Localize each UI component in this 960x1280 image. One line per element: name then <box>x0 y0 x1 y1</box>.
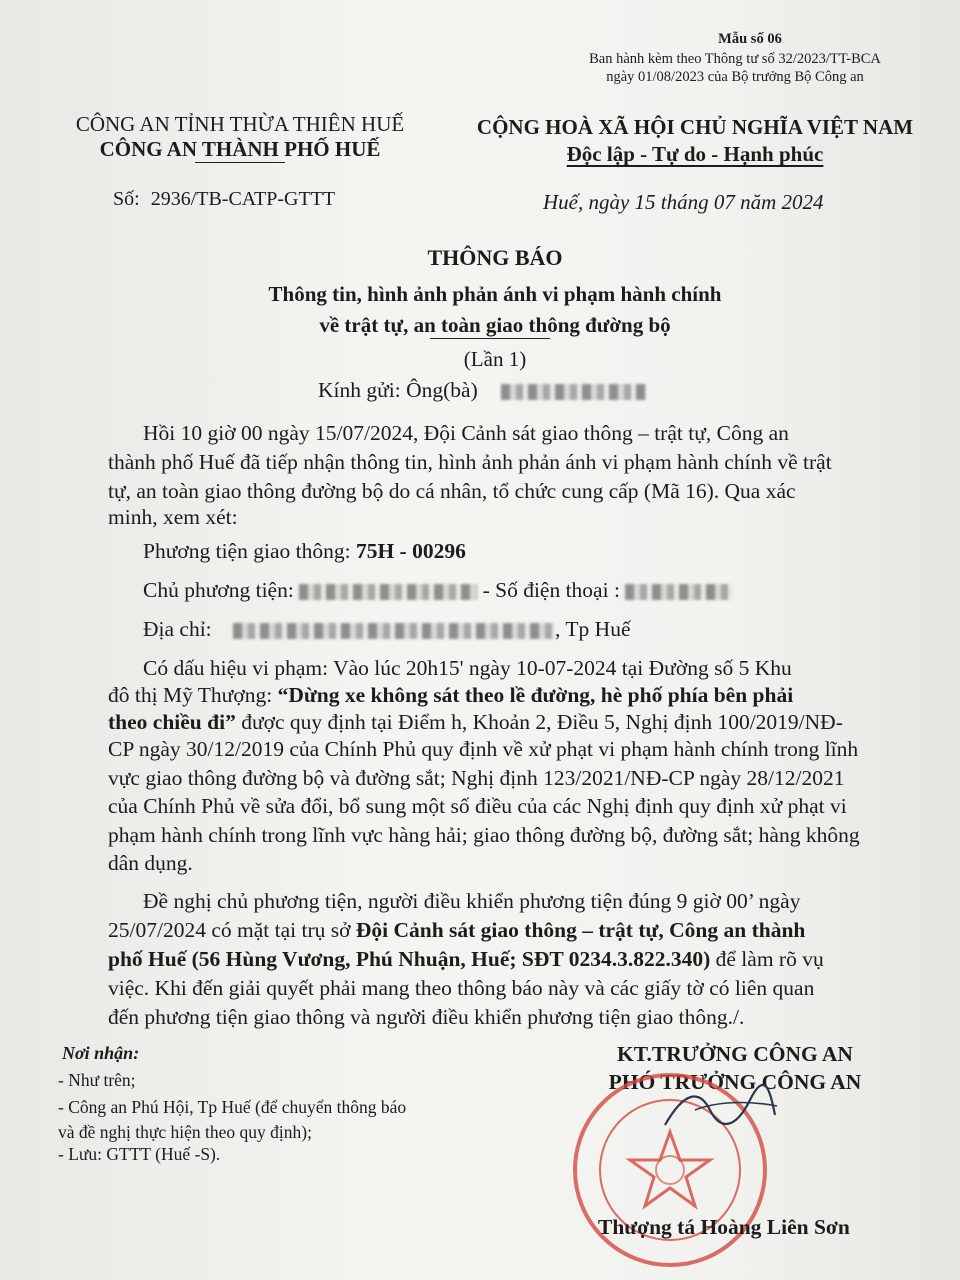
recipient-label: Kính gửi: Ông(bà) <box>318 378 478 402</box>
national-name: CỘNG HOÀ XÃ HỘI CHỦ NGHĨA VIỆT NAM <box>476 115 914 139</box>
redacted-owner-name <box>299 584 477 600</box>
national-motto-text: Độc lập - Tự do - Hạnh phúc <box>566 142 824 166</box>
vehicle-owner-line <box>143 577 733 603</box>
recipient-item-3: và đề nghị thực hiện theo quy định); <box>58 1122 312 1142</box>
vehicle-plate-line <box>143 538 466 564</box>
notice-round: (Lần 1) <box>463 347 527 371</box>
document-title: THÔNG BÁO <box>427 245 563 270</box>
recipient-item-2: - Công an Phú Hội, Tp Huế (để chuyển thông báo <box>58 1097 407 1117</box>
violation-line-2 <box>108 682 793 708</box>
recipient-line <box>318 378 646 403</box>
violation-line-1: Có dấu hiệu vi phạm: Vào lúc 20h15' ngày 10-07-2024 tại Đường số 5 Khu <box>143 656 792 680</box>
intro-line-1: Hồi 10 giờ 00 ngày 15/07/2024, Đội Cảnh sát giao thông – trật tự, Công an <box>143 421 789 445</box>
request-line-1: Đề nghị chủ phương tiện, người điều khiển phương tiện đúng 9 giờ 00’ ngày <box>143 889 801 913</box>
document-subtitle-1: Thông tin, hình ảnh phản ánh vi phạm hành chính <box>268 282 722 306</box>
recipient-item-4: - Lưu: GTTT (Huế -S). <box>58 1144 221 1164</box>
request-line-5: đến phương tiện giao thông và người điều khiển phương tiện giao thông./. <box>108 1005 745 1029</box>
document-number-label: Số: <box>113 188 140 210</box>
request-line-2 <box>108 917 805 943</box>
violation-line-3-rest: được quy định tại Điểm h, Khoản 2, Điều 5, Nghị định 100/2019/NĐ- <box>235 710 843 734</box>
address-city: , Tp Huế <box>555 617 631 641</box>
violation-line-5: vực giao thông đường bộ và đường sắt; Nghị định 123/2021/NĐ-CP ngày 28/12/2021 <box>108 766 845 790</box>
agency-parent: CÔNG AN TỈNH THỪA THIÊN HUẾ <box>75 112 405 136</box>
redacted-address <box>233 623 555 639</box>
violation-line-6: của Chính Phủ về sửa đổi, bổ sung một số điều của các Nghị định quy định xử phạt vi <box>108 794 847 818</box>
document-subtitle-2: về trật tự, an toàn giao thông đường bộ <box>319 313 671 337</box>
phone-label: - Số điện thoại : <box>482 578 620 602</box>
recipient-item-1: - Như trên; <box>58 1070 136 1090</box>
intro-line-3: tự, an toàn giao thông đường bộ do cá nhân, tổ chức cung cấp (Mã 16). Qua xác <box>108 479 796 503</box>
violation-line-8: dân dụng. <box>108 851 193 875</box>
request-line-2-pre: 25/07/2024 có mặt tại trụ sở <box>108 918 356 942</box>
agency-underline <box>195 162 285 163</box>
handwritten-signature <box>655 1080 785 1140</box>
request-line-4: việc. Khi đến giải quyết phải mang theo thông báo này và các giấy tờ có liên quan <box>108 976 815 1000</box>
request-line-3-rest: để làm rõ vụ <box>710 947 824 971</box>
request-office: Đội Cảnh sát giao thông – trật tự, Công an thành <box>355 918 806 942</box>
redacted-recipient-name <box>501 384 646 400</box>
document-number <box>113 188 335 211</box>
address-label: Địa chỉ: <box>143 617 212 641</box>
violation-line-2-pre: đô thị Mỹ Thượng: <box>108 683 278 707</box>
vehicle-address-line <box>143 616 631 642</box>
request-office-address: phố Huế (56 Hùng Vương, Phú Nhuận, Huế; SĐT 0234.3.822.340) <box>108 947 711 971</box>
place-date: Huế, ngày 15 tháng 07 năm 2024 <box>543 190 824 214</box>
violation-description: “Dừng xe không sát theo lề đường, hè phố phía bên phải <box>277 683 794 707</box>
form-issued-date: ngày 01/08/2023 của Bộ trưởng Bộ Công an <box>606 69 864 85</box>
violation-line-4: CP ngày 30/12/2019 của Chính Phủ quy định về xử phạt vi phạm hành chính trong lĩnh <box>108 737 859 761</box>
title-underline <box>430 338 550 339</box>
violation-line-7: phạm hành chính trong lĩnh vực hàng hải; giao thông đường bộ, đường sắt; hàng không <box>108 823 860 847</box>
form-issued-with: Ban hành kèm theo Thông tư số 32/2023/TT-BCA <box>589 51 881 67</box>
vehicle-plate: 75H - 00296 <box>355 539 466 563</box>
violation-description-end: theo chiều đi” <box>108 710 236 734</box>
vehicle-owner-label: Chủ phương tiện: <box>143 578 294 602</box>
document-number-value: 2936/TB-CATP-GTTT <box>150 188 336 210</box>
request-line-3 <box>108 946 824 972</box>
signer-name: Thượng tá Hoàng Liên Sơn <box>598 1215 850 1239</box>
agency-unit: CÔNG AN THÀNH PHỐ HUẾ <box>99 137 381 161</box>
intro-line-4: minh, xem xét: <box>108 505 238 529</box>
recipients-heading: Nơi nhận: <box>62 1043 140 1063</box>
intro-line-2: thành phố Huế đã tiếp nhận thông tin, hình ảnh phản ánh vi phạm hành chính về trật <box>108 450 832 474</box>
national-motto <box>440 142 950 167</box>
form-number: Mẫu số 06 <box>718 31 782 47</box>
vehicle-plate-label: Phương tiện giao thông: <box>143 539 351 563</box>
signature-title-1: KT.TRƯỞNG CÔNG AN <box>617 1042 853 1066</box>
redacted-phone <box>625 584 733 600</box>
violation-line-3 <box>108 709 843 735</box>
seal-star-icon <box>630 1132 710 1206</box>
signature-title-2: PHÓ TRƯỞNG CÔNG AN <box>608 1070 862 1094</box>
